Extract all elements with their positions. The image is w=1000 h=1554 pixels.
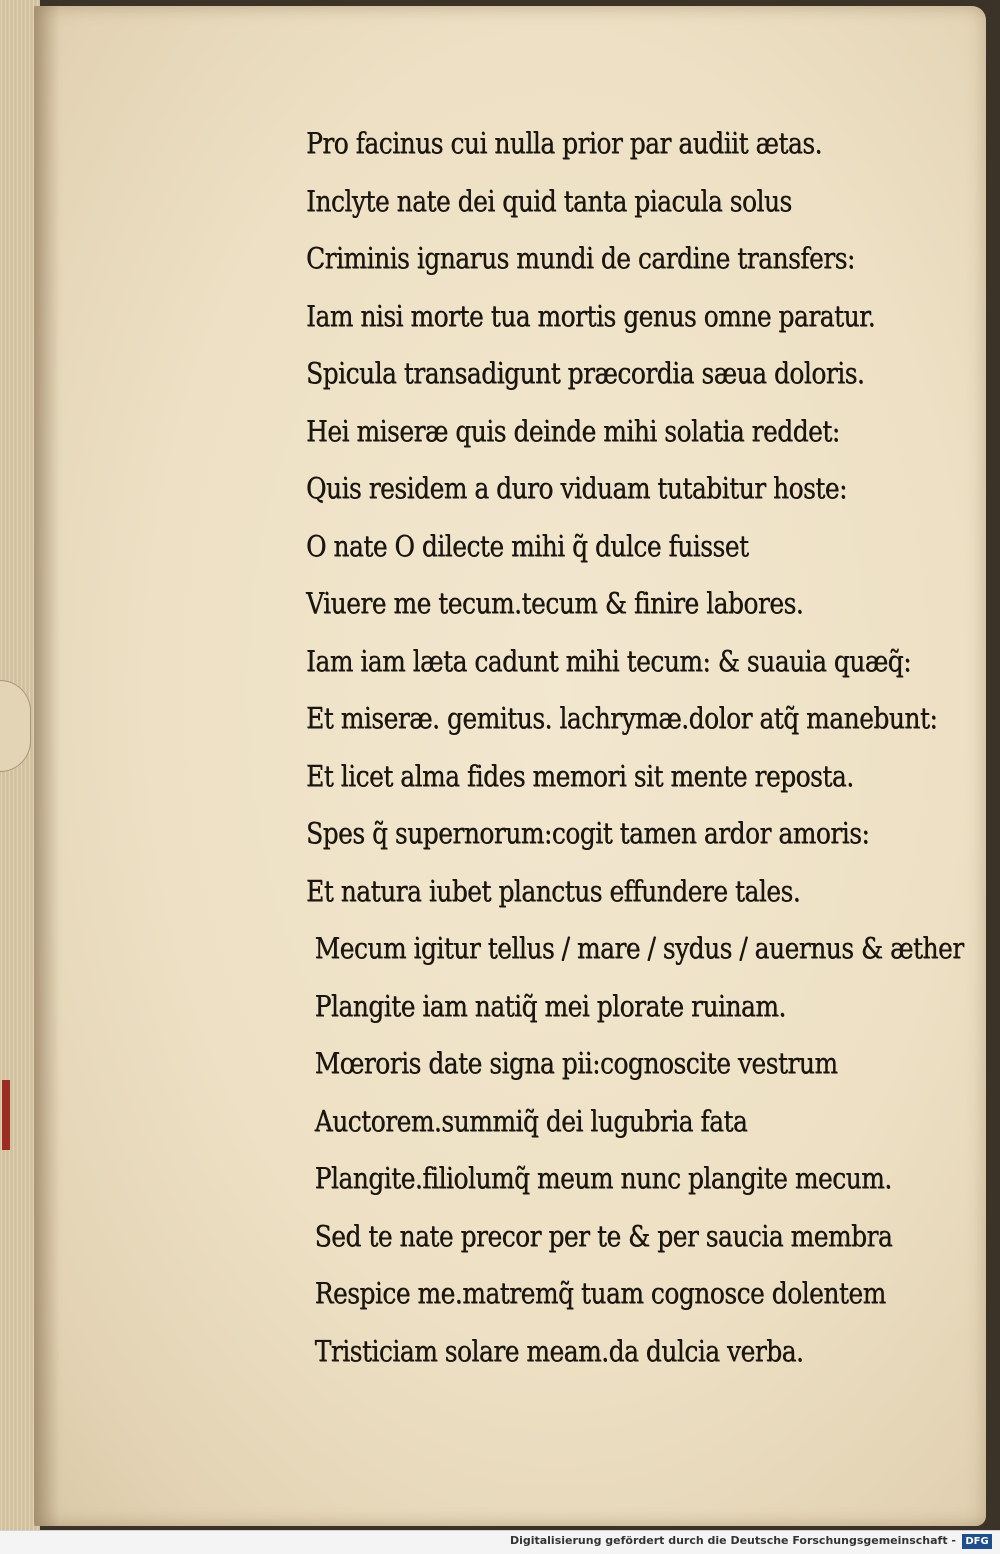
verse-line: Et miseræ. gemitus. lachrymæ.dolor atq̃ manebunt: bbox=[306, 701, 938, 735]
verse-line: Iam nisi morte tua mortis genus omne paratur. bbox=[306, 298, 876, 333]
verse-line: Tristiciam solare meam.da dulcia verba. bbox=[314, 1333, 804, 1368]
verse-text-block bbox=[306, 120, 964, 1385]
verse-line: Sed te nate precor per te & per saucia membra bbox=[314, 1218, 893, 1253]
verse-line: Mecum igitur tellus / mare / sydus / auernus & æther bbox=[314, 931, 964, 965]
verse-line: Inclyte nate dei quid tanta piacula solus bbox=[306, 183, 792, 218]
verse-line: Viuere me tecum.tecum & finire labores. bbox=[306, 586, 804, 620]
verse-line: Mœroris date signa pii:cognoscite vestrum bbox=[314, 1046, 838, 1080]
verse-line: Auctorem.summiq̃ dei lugubria fata bbox=[314, 1103, 748, 1138]
dfg-logo: DFG bbox=[962, 1534, 992, 1549]
red-bookmark-mark bbox=[2, 1080, 10, 1150]
verse-line: Hei miseræ quis deinde mihi solatia reddet: bbox=[306, 413, 840, 448]
verse-line: Spes q̃ supernorum:cogit tamen ardor amoris: bbox=[306, 816, 870, 850]
funding-note: Digitalisierung gefördert durch die Deutsche Forschungsgemeinschaft - bbox=[509, 1534, 956, 1547]
spine-shadow bbox=[34, 6, 60, 1526]
verse-line: Criminis ignarus mundi de cardine transfers: bbox=[306, 241, 855, 275]
footer-strip bbox=[0, 1530, 1000, 1554]
verse-line: Plangite.filiolumq̃ meum nunc plangite mecum. bbox=[314, 1161, 892, 1195]
verse-line: Et licet alma fides memori sit mente reposta. bbox=[306, 758, 854, 793]
verse-line: Iam iam læta cadunt mihi tecum: & suauia quæq̃: bbox=[306, 643, 912, 678]
verse-line: O nate O dilecte mihi q̃ dulce fuisset bbox=[306, 528, 749, 563]
verse-line: Quis residem a duro viduam tutabitur hoste: bbox=[306, 471, 847, 505]
verse-line: Pro facinus cui nulla prior par audiit ætas. bbox=[306, 126, 822, 160]
verse-line: Plangite iam natiq̃ mei plorate ruinam. bbox=[314, 988, 786, 1023]
verse-line: Spicula transadigunt præcordia sæua doloris. bbox=[306, 356, 865, 390]
verse-line: Et natura iubet planctus effundere tales. bbox=[306, 873, 801, 908]
verse-line: Respice me.matremq̃ tuam cognosce dolentem bbox=[314, 1276, 886, 1310]
